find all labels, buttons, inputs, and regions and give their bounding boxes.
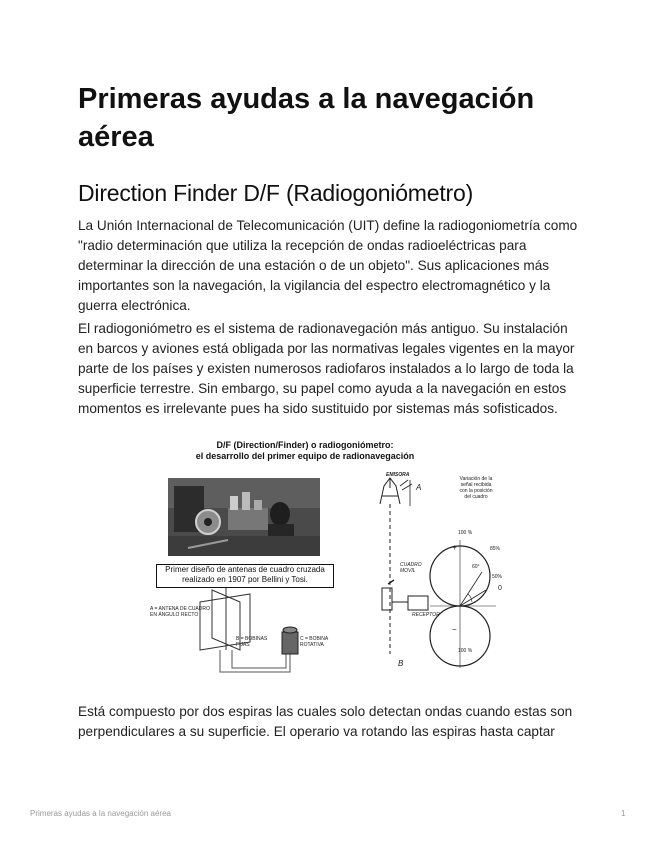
paragraph-history: El radiogoniómetro es el sistema de radionavegación más antiguo. Su instalación en barcos y aviones está obligada por las normativas legales vigentes en la mayor parte de los países y existen numerosos radiofaros instalados a lo largo de toda la superficie terrestre. Sin embargo, su papel como ayuda a la navegación en estos momentos es irrelevante pues ha sido sustituido por sistemas más sofisticados. bbox=[78, 321, 575, 416]
label-cuadro-movil: CUADRO MOVIL bbox=[400, 562, 422, 574]
label-emisora: EMISORA bbox=[386, 472, 410, 478]
page-number: 1 bbox=[621, 809, 626, 818]
label-a: A bbox=[416, 483, 422, 492]
label-100-top: 100 % bbox=[458, 530, 473, 536]
historical-photo-drawing bbox=[168, 478, 320, 556]
label-zero: 0 bbox=[498, 585, 502, 592]
photo-caption-line-2: realizado en 1907 por Bellini y Tosi. bbox=[182, 575, 308, 584]
figure-title bbox=[150, 440, 460, 462]
historical-photo bbox=[168, 478, 320, 556]
label-bobinas: B = BOBINAS FIJAS bbox=[236, 636, 268, 648]
label-b: B bbox=[398, 659, 404, 668]
figure-title-line-1: D/F (Direction/Finder) o radiogoniómetro: bbox=[216, 440, 394, 450]
page-title: Primeras ayudas a la navegación aérea bbox=[78, 83, 535, 153]
antenna-diagram bbox=[150, 588, 350, 678]
df-figure bbox=[150, 440, 505, 678]
label-50: 50% bbox=[492, 574, 503, 580]
figure-title-line-2: el desarrollo del primer equipo de radionavegación bbox=[195, 451, 415, 461]
label-variacion: Variación de la señal recibida con la posición del cuadro bbox=[459, 476, 493, 500]
paragraph-espiras: Está compuesto por dos espiras las cuales solo detectan ondas cuando estas son perpendiculares a su superficie. El operario va rotando las espiras hasta captar bbox=[78, 704, 573, 739]
paragraph-uit-definition: La Unión Internacional de Telecomunicación (UIT) define la radiogoniometría como "radio determinación que utiliza la recepción de ondas radioeléctricas para determinar la dirección de una estación o de un objeto". Sus aplicaciones más importantes son la navegación, la vigilancia del espectro electromagnético y la guerra electrónica. bbox=[78, 218, 578, 313]
label-antena: A = ANTENA DE CUADRO EN ÁNGULO RECTO bbox=[150, 606, 210, 618]
label-bobina-rotativa: C = BOBINA ROTATIVA bbox=[300, 636, 329, 648]
photo-caption bbox=[156, 564, 334, 588]
label-angle: 60° bbox=[472, 564, 480, 570]
label-minus: − bbox=[452, 625, 457, 634]
footer-title: Primeras ayudas a la navegación aérea bbox=[30, 809, 171, 818]
label-100-bottom: 100 % bbox=[458, 648, 473, 654]
label-85: 85% bbox=[490, 546, 501, 552]
photo-caption-line-1: Primer diseño de antenas de cuadro cruzada bbox=[165, 565, 325, 574]
section-heading: Direction Finder D/F (Radiogoniómetro) bbox=[78, 180, 474, 206]
label-plus: + bbox=[452, 543, 457, 552]
label-receptor: RECEPTOR bbox=[412, 612, 440, 618]
